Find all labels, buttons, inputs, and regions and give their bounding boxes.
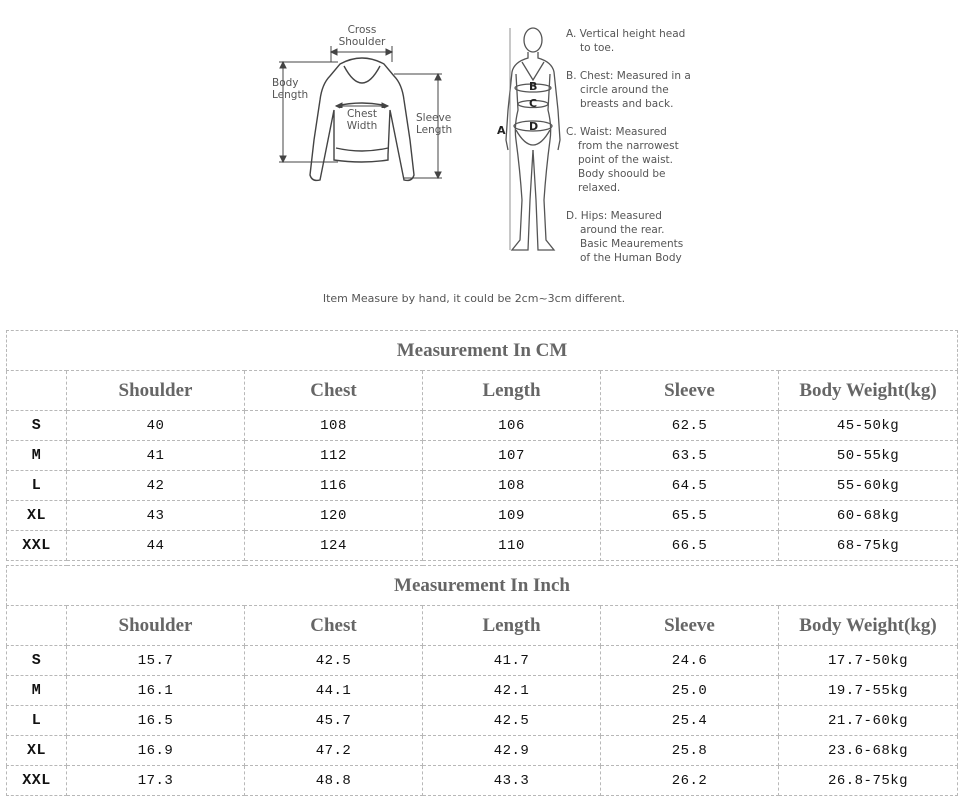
table-cell: 25.0 [601, 676, 779, 706]
size-cell: M [7, 676, 67, 706]
table-row [7, 411, 958, 441]
size-cell: XL [7, 736, 67, 766]
table-cell: 41.7 [423, 646, 601, 676]
table-cell: 17.7-50kg [779, 646, 958, 676]
table-row [7, 766, 958, 796]
table-cell: 41 [67, 441, 245, 471]
table-header-row [7, 606, 958, 646]
table-cell: 45-50kg [779, 411, 958, 441]
size-diagram [0, 0, 962, 320]
cross-shoulder-arrow [331, 46, 392, 62]
table-cell: 120 [245, 501, 423, 531]
table-cell: 62.5 [601, 411, 779, 441]
size-cell: XXL [7, 766, 67, 796]
size-cell: XL [7, 501, 67, 531]
table-title: Measurement In Inch [7, 566, 958, 606]
table-cell: 64.5 [601, 471, 779, 501]
header-cell: Shoulder [67, 371, 245, 411]
table-cell: 108 [245, 411, 423, 441]
header-cell: Body Weight(kg) [779, 606, 958, 646]
size-cell: XXL [7, 531, 67, 561]
table-cell: 17.3 [67, 766, 245, 796]
table-title: Measurement In CM [7, 331, 958, 371]
table-row [7, 501, 958, 531]
header-cell: Length [423, 371, 601, 411]
size-cell: L [7, 706, 67, 736]
table-header-row [7, 371, 958, 411]
header-cell [7, 606, 67, 646]
measurement-note: Item Measure by hand, it could be 2cm~3cm different. [322, 292, 626, 305]
body-letter-a: A [497, 124, 506, 137]
table-row [7, 736, 958, 766]
table-cell: 45.7 [245, 706, 423, 736]
size-cell: M [7, 441, 67, 471]
table-cell: 116 [245, 471, 423, 501]
table-cell: 43.3 [423, 766, 601, 796]
table-cell: 25.4 [601, 706, 779, 736]
sleeve-length-label: Sleeve Length [416, 112, 453, 136]
table-cell: 108 [423, 471, 601, 501]
description-c: C. Waist: Measured from the narrowest point of the waist. Body shoould be relaxed. [566, 126, 679, 194]
human-body-icon [506, 28, 560, 250]
table-cell: 42.9 [423, 736, 601, 766]
header-cell: Sleeve [601, 371, 779, 411]
description-b: B. Chest: Measured in a circle around the breasts and back. [566, 70, 691, 110]
table-row [7, 676, 958, 706]
table-cell: 26.8-75kg [779, 766, 958, 796]
table-cell: 42 [67, 471, 245, 501]
description-d: D. Hips: Measured around the rear. Basic Meaurements of the Human Body [566, 210, 684, 264]
body-length-label: Body Length [272, 77, 309, 101]
table-cell: 68-75kg [779, 531, 958, 561]
table-row [7, 441, 958, 471]
cross-shoulder-label: Cross Shoulder [338, 24, 386, 48]
table-row [7, 706, 958, 736]
table-cell: 107 [423, 441, 601, 471]
table-cell: 15.7 [67, 646, 245, 676]
table-cell: 23.6-68kg [779, 736, 958, 766]
table-cell: 25.8 [601, 736, 779, 766]
header-cell: Sleeve [601, 606, 779, 646]
size-cell: S [7, 411, 67, 441]
header-cell: Chest [245, 371, 423, 411]
table-cell: 124 [245, 531, 423, 561]
table-cell: 16.1 [67, 676, 245, 706]
table-cell: 19.7-55kg [779, 676, 958, 706]
table-cell: 24.6 [601, 646, 779, 676]
header-cell [7, 371, 67, 411]
header-cell: Length [423, 606, 601, 646]
table-cell: 21.7-60kg [779, 706, 958, 736]
body-letter-b: B [529, 80, 538, 93]
table-cell: 44 [67, 531, 245, 561]
garment-and-body-illustration [0, 0, 962, 300]
table-cell: 112 [245, 441, 423, 471]
table-cell: 50-55kg [779, 441, 958, 471]
size-table-cm [6, 330, 958, 561]
size-cell: S [7, 646, 67, 676]
table-cell: 43 [67, 501, 245, 531]
table-row [7, 471, 958, 501]
table-cell: 48.8 [245, 766, 423, 796]
size-table-inch [6, 565, 958, 796]
table-cell: 16.5 [67, 706, 245, 736]
table-cell: 42.1 [423, 676, 601, 706]
table-row [7, 531, 958, 561]
table-cell: 47.2 [245, 736, 423, 766]
table-cell: 60-68kg [779, 501, 958, 531]
table-cell: 42.5 [245, 646, 423, 676]
table-cell: 106 [423, 411, 601, 441]
header-cell: Shoulder [67, 606, 245, 646]
table-cell: 109 [423, 501, 601, 531]
table-cell: 66.5 [601, 531, 779, 561]
table-cell: 44.1 [245, 676, 423, 706]
table-cell: 16.9 [67, 736, 245, 766]
body-letter-d: D [529, 120, 539, 133]
table-cell: 110 [423, 531, 601, 561]
table-cell: 63.5 [601, 441, 779, 471]
header-cell: Chest [245, 606, 423, 646]
table-cell: 26.2 [601, 766, 779, 796]
chest-width-label: Chest Width [340, 108, 384, 132]
table-cell: 55-60kg [779, 471, 958, 501]
size-cell: L [7, 471, 67, 501]
table-cell: 40 [67, 411, 245, 441]
body-letter-c: C [529, 97, 538, 110]
table-cell: 65.5 [601, 501, 779, 531]
header-cell: Body Weight(kg) [779, 371, 958, 411]
description-a: A. Vertical height head to toe. [566, 28, 686, 54]
table-cell: 42.5 [423, 706, 601, 736]
table-row [7, 646, 958, 676]
